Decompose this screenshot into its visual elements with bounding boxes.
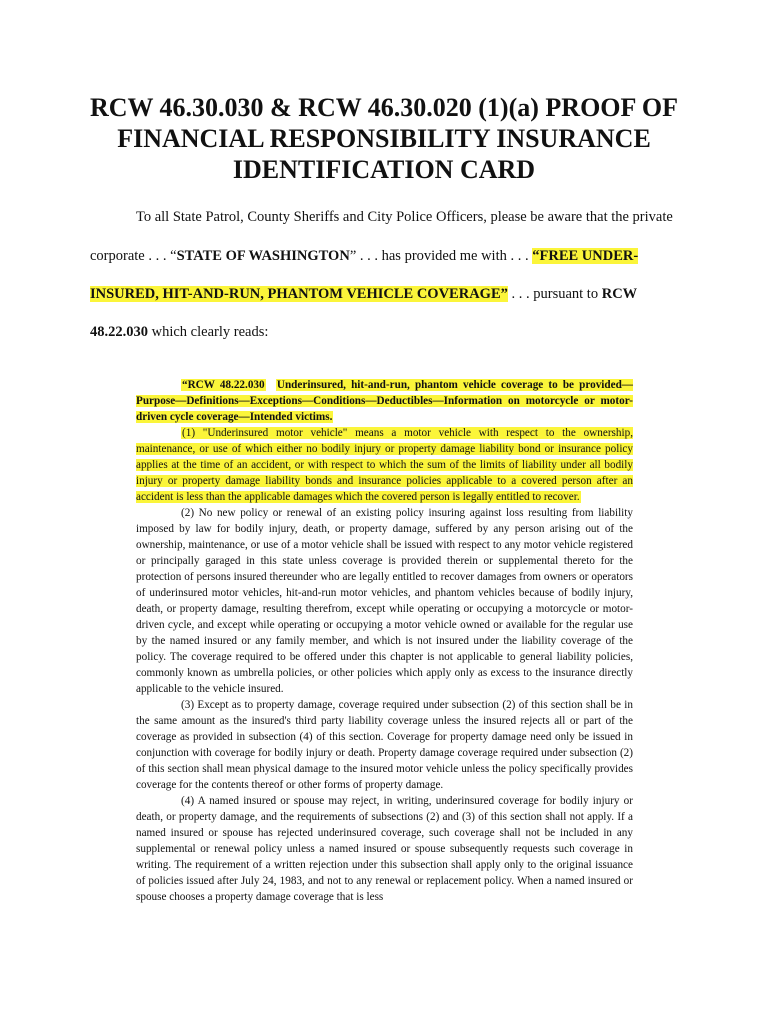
document-title <box>60 92 708 185</box>
statute-paragraph-3: (3) Except as to property damage, coverage required under subsection (2) of this section shall be in the same amount as the insured's third party liability coverage unless the insured rejects all or part of the coverage as provided in subsection (4) of this section. Coverage for property damage need only be issued in conjunction with coverage for bodily injury or death. Property damage coverage required under subsection (2) of this section shall mean physical damage to the insured motor vehicle unless the policy specifically provides coverage for the contents thereof or other forms of property damage. <box>136 699 633 791</box>
statute-paragraph-4: (4) A named insured or spouse may reject, in writing, underinsured coverage for bodily injury or death, or property damage, and the requirements of subsections (2) and (3) of this section shall not apply. If a named insured or spouse has rejected underinsured coverage, such coverage shall not be included in any supplemental or renewal policy unless a named insured or spouse subsequently requests such coverage in writing. The requirement of a written rejection under this subsection shall apply only to the original issuance of policies issued after July 24, 1983, and not to any renewal or replacement policy. When a named insured or spouse chooses a property damage coverage that is less <box>136 795 633 903</box>
title-line-2: FINANCIAL RESPONSIBILITY INSURANCE <box>117 124 651 153</box>
statute-paragraph-1: (1) "Underinsured motor vehicle" means a motor vehicle with respect to the ownership, maintenance, or use of which either no bodily injury or property damage liability bond or insurance policy applies at the time of an accident, or with respect to which the sum of the limits of liability under all bodily injury or property damage liability bonds and insurance policies applicable to a covered person after an accident is less than the applicable damages which the covered person is legally entitled to recover. <box>136 427 633 503</box>
intro-line-4: 48.22.030 which clearly reads: <box>90 324 269 340</box>
intro-line-3: INSURED, HIT-AND-RUN, PHANTOM VEHICLE COVERAGE” . . . pursuant to RCW <box>90 286 638 302</box>
statute-heading: “RCW 48.22.030 Underinsured, hit-and-run, phantom vehicle coverage to be provided—Purpose—Definitions—Exceptions—Conditions—Deductibles—Information on motorcycle or motor-driven cycle coverage—Intended victims. <box>136 379 633 423</box>
rcw-reference: RCW <box>601 286 638 302</box>
coverage-highlight-2: INSURED, HIT-AND-RUN, PHANTOM VEHICLE COVERAGE” <box>90 286 508 302</box>
coverage-highlight-1: “FREE UNDER- <box>532 248 639 264</box>
statute-quote <box>136 377 633 905</box>
title-line-3: IDENTIFICATION CARD <box>232 155 536 184</box>
title-line-1: RCW 46.30.030 & RCW 46.30.020 (1)(a) PROOF OF <box>89 93 679 122</box>
state-of-washington: STATE OF WASHINGTON <box>176 248 350 264</box>
intro-line-2: corporate . . . “STATE OF WASHINGTON” . . . has provided me with . . . “FREE UNDER- <box>90 248 639 264</box>
statute-paragraph-2: (2) No new policy or renewal of an existing policy insuring against loss resulting from liability imposed by law for bodily injury, death, or property damage, suffered by any person arising out of the ownership, maintenance, or use of a motor vehicle shall be issued with respect to any motor vehicle registered or principally garaged in this state unless coverage is provided therein or supplemental thereto for the protection of persons insured thereunder who are legally entitled to recover damages from owners or operators of underinsured motor vehicles, hit-and-run motor vehicles, and phantom vehicles because of bodily injury, death, or property damage, resulting therefrom, except while operating or occupying a motorcycle or motor-driven cycle, and except while operating or occupying a motor vehicle owned or available for the regular use by the named insured or any family member, and which is not insured under the liability coverage of the policy. The coverage required to be offered under this chapter is not applicable to general liability policies, commonly known as umbrella policies, or other policies which apply only as excess to the insurance directly applicable to the vehicle insured. <box>136 507 633 695</box>
intro-line-1: To all State Patrol, County Sheriffs and City Police Officers, please be aware that the private <box>136 209 673 225</box>
rcw-number: 48.22.030 <box>90 324 148 340</box>
